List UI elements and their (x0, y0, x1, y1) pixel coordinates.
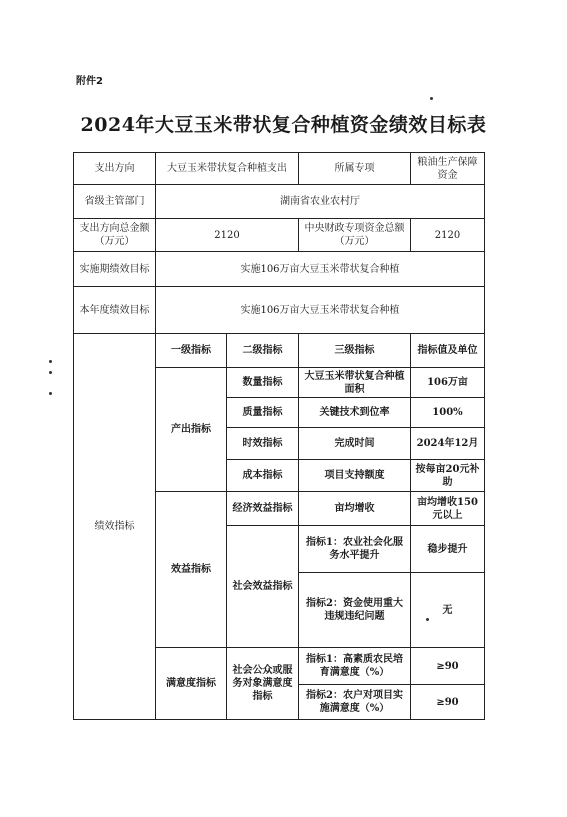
level2-cell: 经济效益指标 (227, 492, 299, 526)
output-indicator-label: 产出指标 (156, 368, 227, 492)
value-cell: ≥90 (411, 685, 485, 720)
level3-cell: 指标1：高素质农民培育满意度（%） (299, 648, 411, 685)
scan-speck (426, 618, 429, 621)
table-row (74, 219, 485, 252)
level3-cell: 完成时间 (299, 428, 411, 460)
level3-cell: 大豆玉米带状复合种植面积 (299, 368, 411, 398)
level3-cell: 指标2：农户对项目实施满意度（%） (299, 685, 411, 720)
table-row (74, 185, 485, 219)
value-cell: 106万亩 (411, 368, 485, 398)
expenditure-direction-label: 支出方向 (74, 153, 156, 185)
satisfaction-indicator-label: 满意度指标 (156, 648, 227, 720)
central-fund-label: 中央财政专项资金总额（万元） (299, 219, 411, 252)
department-label: 省级主管部门 (74, 185, 156, 219)
level3-cell: 亩均增收 (299, 492, 411, 526)
department-value: 湖南省农业农村厅 (156, 185, 485, 219)
special-project-label: 所属专项 (299, 153, 411, 185)
col-header-value: 指标值及单位 (411, 334, 485, 368)
total-amount-label: 支出方向总金额（万元） (74, 219, 156, 252)
page-title: 2024年大豆玉米带状复合种植资金绩效目标表 (80, 114, 487, 136)
benefit-indicator-label: 效益指标 (156, 492, 227, 648)
scan-speck (49, 392, 52, 395)
special-project-value: 粮油生产保障资金 (411, 153, 485, 185)
period-goal-label: 实施期绩效目标 (74, 252, 156, 287)
value-cell: 按每亩20元补助 (411, 460, 485, 492)
level2-cell: 时效指标 (227, 428, 299, 460)
col-header-level1: 一级指标 (156, 334, 227, 368)
value-cell: 稳步提升 (411, 526, 485, 573)
table-row (74, 334, 485, 368)
expenditure-direction-value: 大豆玉米带状复合种植支出 (156, 153, 299, 185)
col-header-level2: 二级指标 (227, 334, 299, 368)
value-cell: 100% (411, 398, 485, 428)
table-row (74, 252, 485, 287)
table-row (74, 153, 485, 185)
level3-cell: 指标2：资金使用重大违规违纪问题 (299, 573, 411, 648)
value-cell: ≥90 (411, 648, 485, 685)
level2-cell: 质量指标 (227, 398, 299, 428)
col-header-level3: 三级指标 (299, 334, 411, 368)
value-cell: 亩均增收150元以上 (411, 492, 485, 526)
level2-cell: 社会公众或服务对象满意度指标 (227, 648, 299, 720)
annual-goal-label: 本年度绩效目标 (74, 287, 156, 334)
level3-cell: 指标1：农业社会化服务水平提升 (299, 526, 411, 573)
scan-speck (430, 97, 433, 100)
level2-cell: 数量指标 (227, 368, 299, 398)
value-cell: 2024年12月 (411, 428, 485, 460)
performance-table (73, 152, 485, 720)
level3-cell: 关键技术到位率 (299, 398, 411, 428)
annual-goal-value: 实施106万亩大豆玉米带状复合种植 (156, 287, 485, 334)
indicators-label: 绩效指标 (74, 334, 156, 720)
scan-speck (49, 371, 52, 374)
attachment-label: 附件2 (76, 76, 103, 87)
scan-speck (49, 360, 52, 363)
level3-cell: 项目支持额度 (299, 460, 411, 492)
period-goal-value: 实施106万亩大豆玉米带状复合种植 (156, 252, 485, 287)
social-benefit-label: 社会效益指标 (227, 526, 299, 648)
total-amount-value: 2120 (156, 219, 299, 252)
level2-cell: 成本指标 (227, 460, 299, 492)
table-row (74, 287, 485, 334)
value-cell: 无 (411, 573, 485, 648)
central-fund-value: 2120 (411, 219, 485, 252)
